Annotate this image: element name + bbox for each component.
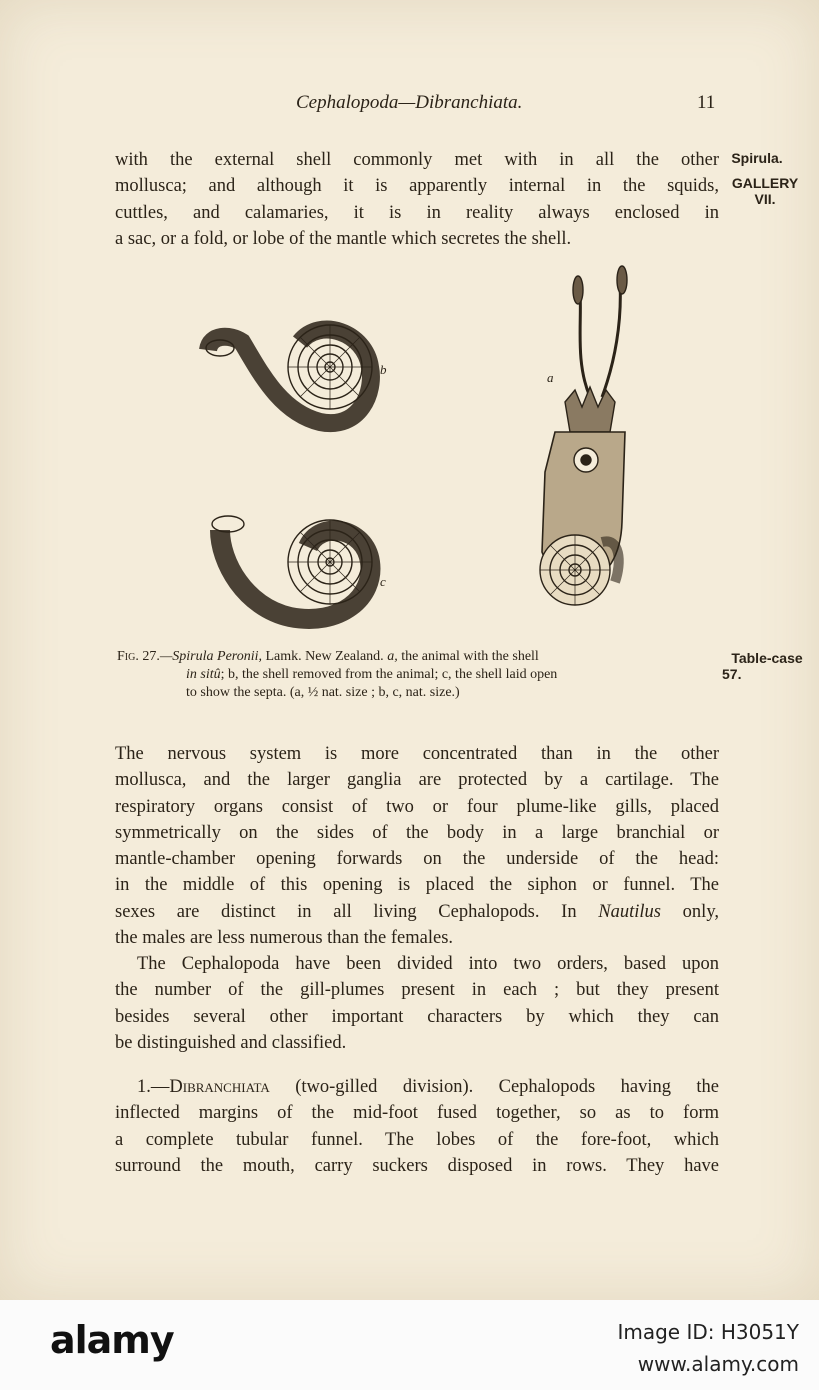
margin-note-table-case-text: Table-case: [731, 650, 803, 666]
text-line: cuttles, and calamaries, it is in reality always enclosed in: [115, 202, 719, 223]
text-line: be distinguished and classified.: [115, 1032, 347, 1053]
text-line: respiratory organs consist of two or four plume-like gills, placed: [115, 796, 719, 817]
section-number: 1.—: [137, 1077, 170, 1097]
figure-label-a: a: [547, 370, 554, 385]
shell-b-illustration: [206, 325, 372, 423]
margin-note-gallery: [722, 175, 808, 207]
text-line: The nervous system is more concentrated than in the other: [115, 744, 719, 764]
paragraph-nervous-system: [115, 741, 719, 951]
running-title: Cephalopoda—Dibranchiata.: [296, 92, 523, 113]
margin-note-gallery-number: VII.: [754, 191, 776, 207]
figure-spirula: [190, 262, 650, 642]
paragraph-orders: [115, 951, 719, 1056]
animal-a-illustration: [540, 266, 627, 605]
figure-label-b: b: [380, 362, 387, 377]
caption-locality: Lamk. New Zealand.: [262, 649, 388, 664]
caption-line-2: ; b, the shell removed from the animal; c, the shell laid open: [220, 667, 558, 682]
text-line: with the external shell commonly met with in all the other: [115, 150, 719, 170]
margin-note-spirula: [722, 150, 792, 166]
text-line: inflected margins of the mid-foot fused together, so as to form: [115, 1103, 719, 1124]
margin-note-table-case-number: 57.: [722, 666, 742, 682]
caption-a-text: the animal with the shell: [397, 649, 539, 664]
text-fragment: sexes are distinct in all living Cephalopods. In: [115, 901, 599, 922]
section-term: Dibranchiata: [169, 1077, 270, 1097]
text-fragment: only,: [661, 901, 719, 922]
margin-note-table-case: [722, 650, 812, 682]
text-line: surround the mouth, carry suckers disposed in rows. They have: [115, 1155, 719, 1176]
shell-c-illustration: [212, 516, 372, 619]
image-id: Image ID: H3051Y: [617, 1320, 799, 1344]
text-line: symmetrically on the sides of the body in a large branchial or: [115, 822, 719, 843]
site-url: www.alamy.com: [637, 1352, 799, 1376]
caption-a-letter: a,: [387, 649, 398, 664]
margin-note-spirula-text: Spirula.: [731, 150, 783, 166]
caption-line: [117, 648, 717, 666]
text-line: [115, 899, 719, 925]
paragraph-dibranchiata: [115, 1074, 719, 1179]
figure-label-c: c: [380, 574, 386, 589]
text-line: mollusca; and although it is apparently internal in the squids,: [115, 176, 719, 197]
text-line: a complete tubular funnel. The lobes of the fore-foot, which: [115, 1129, 719, 1150]
text-line: The Cephalopoda have been divided into two orders, based upon: [137, 954, 719, 974]
page-number: 11: [697, 92, 716, 113]
nautilus-term: Nautilus: [598, 901, 661, 922]
margin-note-gallery-text: GALLERY: [731, 175, 799, 191]
watermark-bar: [0, 1300, 819, 1390]
alamy-logo: alamy: [50, 1318, 174, 1362]
text-fragment: (two-gilled division). Cephalopods having the: [269, 1077, 719, 1097]
text-line: a sac, or a fold, or lobe of the mantle which secretes the shell.: [115, 228, 572, 249]
text-line: in the middle of this opening is placed the siphon or funnel. The: [115, 875, 719, 896]
intro-paragraph: [115, 147, 719, 252]
text-line: mollusca, and the larger ganglia are protected by a cartilage. The: [115, 770, 719, 791]
text-line: besides several other important characters by which they can: [115, 1006, 719, 1027]
text-line: [115, 1074, 719, 1100]
caption-in-situ: in sitû: [186, 667, 221, 682]
text-line: mantle-chamber opening forwards on the underside of the head:: [115, 849, 719, 870]
figure-caption: [117, 648, 717, 702]
figure-illustration: [190, 262, 650, 642]
caption-line: [117, 666, 717, 684]
running-head: [0, 92, 819, 118]
caption-species: —Spirula Peronii,: [159, 649, 262, 664]
figure-number: Fig. 27.: [117, 649, 160, 664]
caption-line-3: to show the septa. (a, ½ nat. size ; b, c, nat. size.): [186, 685, 460, 700]
text-line: the males are less numerous than the females.: [115, 928, 454, 949]
text-line: the number of the gill-plumes present in each ; but they present: [115, 980, 719, 1001]
